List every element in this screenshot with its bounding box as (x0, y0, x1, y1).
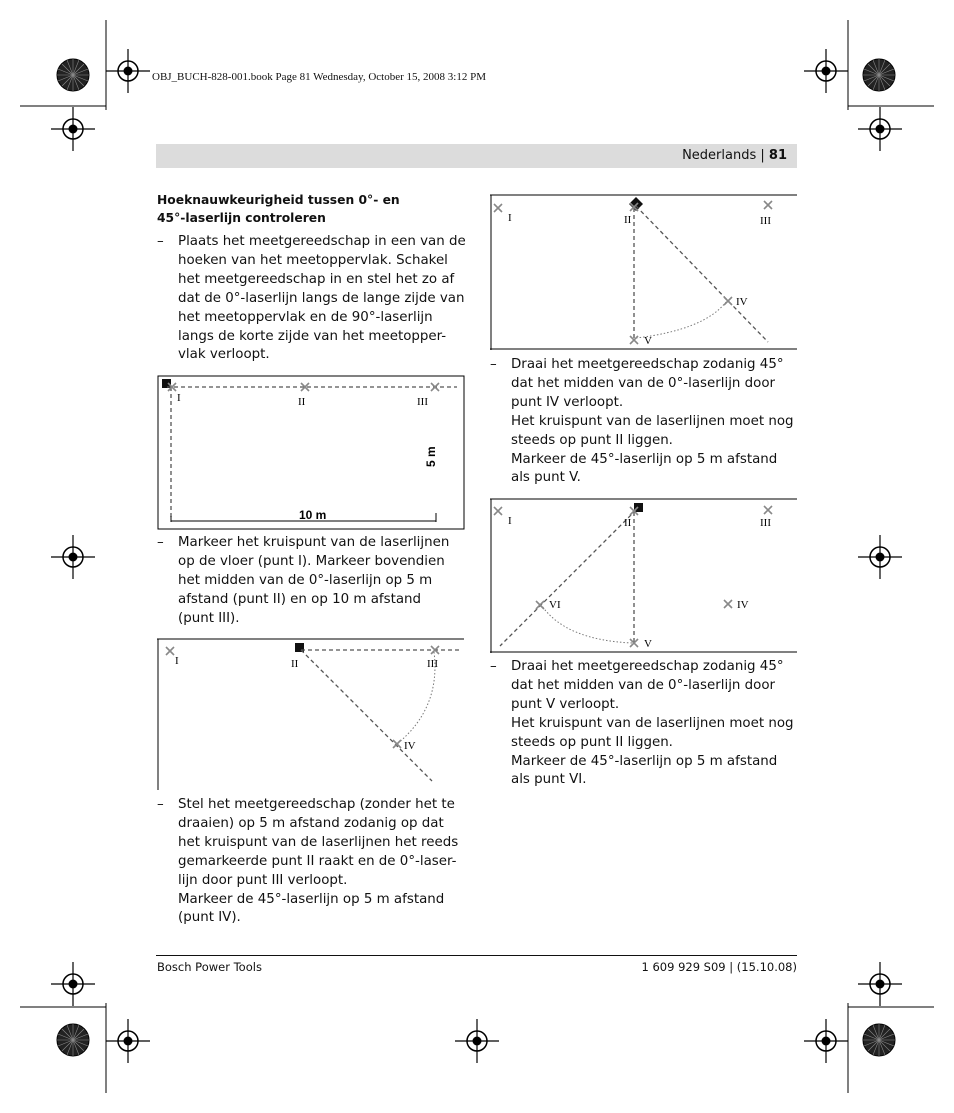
text-line: het midden van de 0°-laserlijn op 5 m (178, 572, 433, 588)
point-label: V (644, 335, 652, 347)
text-line: het kruispunt van de laserlijnen het reeds (178, 834, 459, 850)
point-label: VI (549, 599, 561, 611)
text-line: Markeer de 45°-laserlijn op 5 m afstand (178, 891, 445, 907)
text-line: Markeer het kruispunt van de laserlijnen (178, 535, 450, 550)
text-line: als punt VI. (511, 772, 587, 788)
text-line: het meetgereedschap in en stel het zo af (178, 271, 455, 287)
point-label: III (417, 396, 428, 408)
footer-rule (156, 955, 797, 956)
point-label: III (760, 215, 771, 227)
point-label: II (291, 658, 299, 670)
dash: – (157, 797, 164, 812)
page-number: 81 (768, 148, 787, 163)
heading-line: Hoeknauwkeurigheid tussen 0°- en (157, 193, 400, 207)
point-label: IV (737, 599, 749, 611)
step-4 (490, 356, 810, 488)
figure-4-drawing (490, 498, 798, 654)
point-label: I (177, 392, 181, 404)
figure-4 (490, 498, 798, 654)
step-1 (157, 233, 477, 365)
figure-3 (490, 194, 798, 350)
text-line: punt V verloopt. (511, 696, 620, 712)
step-2 (157, 534, 477, 629)
point-label: I (508, 212, 512, 224)
header-text (682, 148, 787, 163)
dash: – (157, 234, 164, 249)
figure-1 (157, 375, 465, 531)
figure-2 (157, 638, 465, 790)
dash: – (157, 535, 164, 550)
text-line: Het kruispunt van de laserlijnen moet nog (511, 413, 794, 429)
figure-2-drawing (157, 638, 465, 790)
text-line: vlak verloopt. (178, 347, 270, 363)
text-line: steeds op punt II liggen. (511, 734, 673, 750)
text-line: lijn door punt III verloopt. (178, 872, 348, 888)
text-line: Markeer de 45°-laserlijn op 5 m afstand (511, 753, 778, 769)
text-line: (punt IV). (178, 910, 241, 926)
text-line: punt IV verloopt. (511, 394, 624, 410)
text-line: Markeer de 45°-laserlijn op 5 m afstand (511, 451, 778, 467)
text-line: als punt V. (511, 470, 581, 486)
dash: – (490, 659, 497, 674)
text-line: het meetoppervlak en de 90°-laserlijn (178, 309, 433, 325)
heading-line: 45°-laserlijn controleren (157, 211, 326, 225)
text-line: dat de 0°-laserlijn langs de lange zijde van (178, 290, 465, 306)
text-line: dat het midden van de 0°-laserlijn door (511, 677, 776, 693)
text-line: steeds op punt II liggen. (511, 432, 673, 448)
text-line: op de vloer (punt I). Markeer bovendien (178, 553, 445, 569)
header-language: Nederlands (682, 148, 757, 163)
height-label: 5 m (424, 446, 438, 467)
footer-right: 1 609 929 S09 | (15.10.08) (641, 960, 797, 974)
text-line: Draai het meetgereedschap zodanig 45° (511, 357, 784, 372)
step-3 (157, 796, 477, 928)
text-line: dat het midden van de 0°-laserlijn door (511, 375, 776, 391)
text-line: gemarkeerde punt II raakt en de 0°-laser- (178, 853, 457, 869)
running-header (156, 144, 797, 168)
point-label: III (760, 517, 771, 529)
point-label: II (624, 214, 632, 226)
footer-left: Bosch Power Tools (157, 960, 262, 974)
point-label: IV (736, 296, 748, 308)
text-line: Het kruispunt van de laserlijnen moet nog (511, 715, 794, 731)
point-label: V (644, 638, 652, 650)
text-line: Plaats het meetgereedschap in een van de (178, 234, 466, 249)
point-label: II (624, 517, 632, 529)
figure-1-drawing (157, 375, 465, 531)
point-label: I (508, 515, 512, 527)
print-slug: OBJ_BUCH-828-001.book Page 81 Wednesday, October 15, 2008 3:12 PM (152, 71, 486, 83)
header-separator: | (756, 148, 769, 163)
width-label: 10 m (299, 508, 327, 522)
text-line: draaien) op 5 m afstand zodanig op dat (178, 815, 444, 831)
text-line: langs de korte zijde van het meetopper- (178, 328, 447, 344)
text-line: afstand (punt II) en op 10 m afstand (178, 591, 422, 607)
figure-3-drawing (490, 194, 798, 350)
point-label: I (175, 655, 179, 667)
point-label: III (427, 658, 438, 670)
text-line: Stel het meetgereedschap (zonder het te (178, 797, 455, 812)
step-5 (490, 658, 810, 790)
text-line: hoeken van het meetoppervlak. Schakel (178, 252, 448, 268)
point-label: II (298, 396, 306, 408)
text-line: (punt III). (178, 610, 240, 626)
dash: – (490, 357, 497, 372)
text-line: Draai het meetgereedschap zodanig 45° (511, 659, 784, 674)
point-label: IV (404, 740, 416, 752)
section-heading (157, 191, 457, 227)
